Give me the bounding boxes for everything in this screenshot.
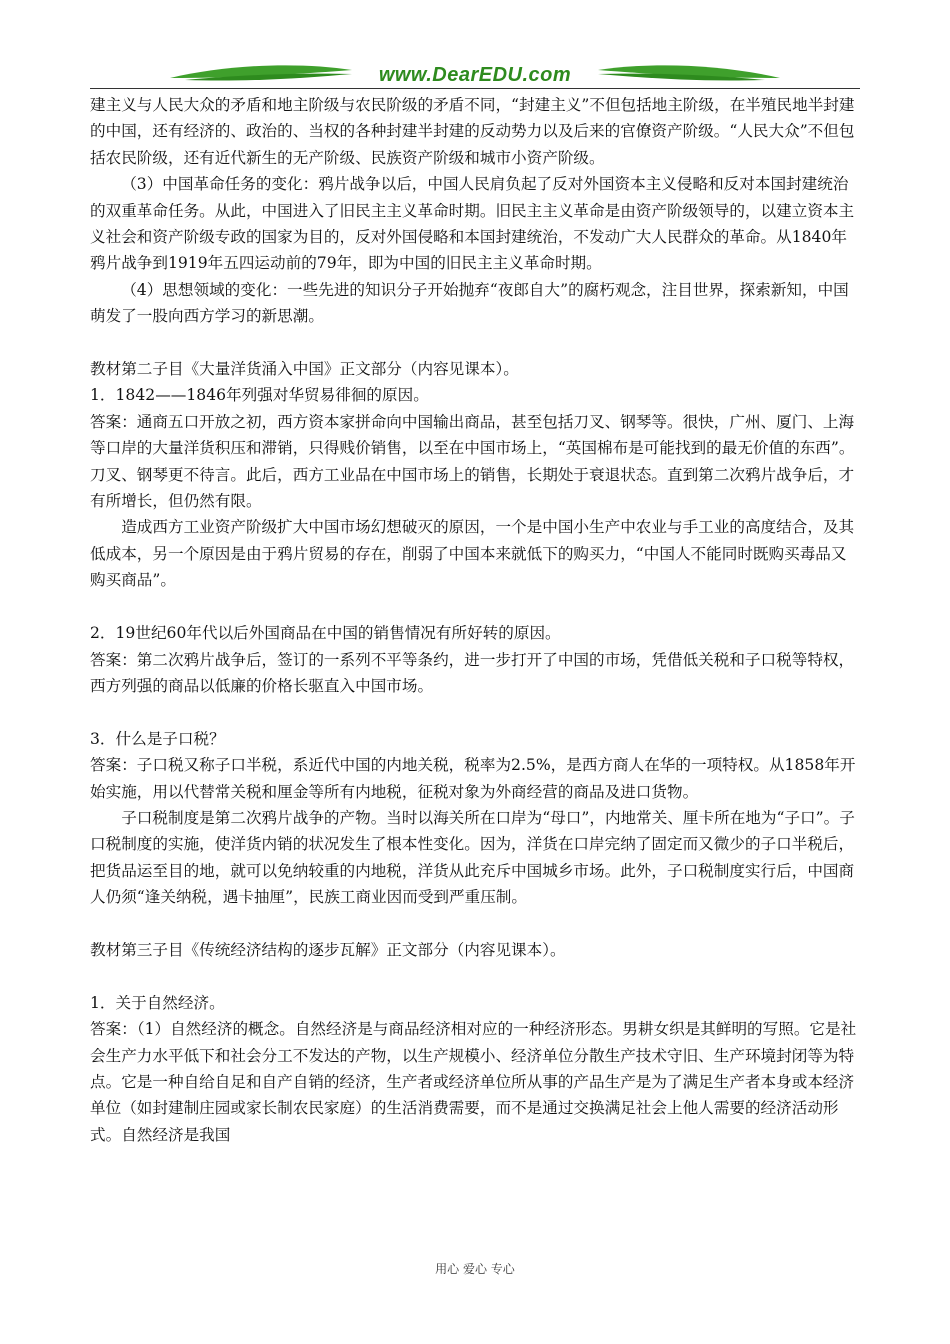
paragraph-3: （4）思想领域的变化：一些先进的知识分子开始抛弃“夜郎自大”的腐朽观念，注目世界，探索新知，中国萌发了一股向西方学习的新思潮。 bbox=[90, 280, 849, 326]
blank-line bbox=[90, 330, 862, 356]
blank-line bbox=[90, 594, 862, 620]
blank-line bbox=[90, 699, 862, 725]
section-heading-2: 教材第二子目《大量洋货涌入中国》正文部分（内容见课本）。 bbox=[90, 360, 519, 379]
site-logo-text[interactable]: www.DearEDU.com bbox=[378, 64, 572, 86]
question-4: 1．关于自然经济。 bbox=[90, 993, 225, 1012]
blank-line bbox=[90, 911, 862, 937]
header-divider bbox=[90, 88, 860, 89]
document-body bbox=[90, 92, 862, 1148]
question-1: 1．1842——1846年列强对华贸易徘徊的原因。 bbox=[90, 386, 429, 405]
answer-2: 答案：第二次鸦片战争后，签订的一系列不平等条约，进一步打开了中国的市场，凭借低关税和子口税等特权，西方列强的商品以低廉的价格长驱直入中国市场。 bbox=[90, 650, 855, 695]
answer-1: 答案：通商五口开放之初，西方资本家拼命向中国输出商品，甚至包括刀叉、钢琴等。很快，广州、厦门、上海等口岸的大量洋货积压和滞销，只得贱价销售，以至在中国市场上，“英国棉布是可能找到的最无价值的东西”。刀叉、钢琴更不待言。此后，西方工业品在中国市场上的销售，长期处于衰退状态。直到第二次鸦片战争后，才有所增长，但仍然有限。 bbox=[90, 412, 855, 511]
page-footer: 用心 爱心 专心 bbox=[435, 1262, 515, 1276]
paragraph-2: （3）中国革命任务的变化：鸦片战争以后，中国人民肩负起了反对外国资本主义侵略和反对本国封建统治的双重革命任务。从此，中国进入了旧民主主义革命时期。旧民主主义革命是由资产阶级领导的，以建立资本主义社会和资产阶级专政的国家为目的，反对外国侵略和本国封建统治，不发动广大人民群众的革命。从1840年鸦片战争到1919年五四运动前的79年，即为中国的旧民主主义革命时期。 bbox=[90, 175, 855, 273]
site-header bbox=[90, 56, 860, 92]
question-2: 2．19世纪60年代以后外国商品在中国的销售情况有所好转的原因。 bbox=[90, 624, 561, 643]
answer-1-continued: 造成西方工业资产阶级扩大中国市场幻想破灭的原因，一个是中国小生产中农业与手工业的高度结合，及其低成本，另一个原因是由于鸦片贸易的存在，削弱了中国本来就低下的购买力，“中国人不能同时既购买毒品又购买商品”。 bbox=[90, 518, 855, 590]
answer-3-continued: 子口税制度是第二次鸦片战争的产物。当时以海关所在口岸为“母口”，内地常关、厘卡所在地为“子口”。子口税制度的实施，使洋货内销的状况发生了根本性变化。因为，洋货在口岸完纳了固定而又微少的子口半税后，把货品运至目的地，就可以免纳较重的内地税，洋货从此充斥中国城乡市场。此外，子口税制度实行后，中国商人仍须“逢关纳税，遇卡抽厘”，民族工商业因而受到严重压制。 bbox=[90, 808, 855, 907]
answer-3: 答案：子口税又称子口半税，系近代中国的内地关税，税率为2.5%，是西方商人在华的一项特权。从1858年开始实施，用以代替常关税和厘金等所有内地税，征税对象为外商经营的商品及进口货物。 bbox=[90, 756, 856, 801]
paragraph-1: 建主义与人民大众的矛盾和地主阶级与农民阶级的矛盾不同，“封建主义”不但包括地主阶级，在半殖民地半封建的中国，还有经济的、政治的、当权的各种封建半封建的反动势力以及后来的官僚资产阶级。“人民大众”不但包括农民阶级，还有近代新生的无产阶级、民族资产阶级和城市小资产阶级。 bbox=[90, 96, 855, 167]
blank-line bbox=[90, 963, 862, 989]
answer-4: 答案：（1）自然经济的概念。自然经济是与商品经济相对应的一种经济形态。男耕女织是其鲜明的写照。它是社会生产力水平低下和社会分工不发达的产物，以生产规模小、经济单位分散生产技术守旧、生产环境封闭等为特点。它是一种自给自足和自产自销的经济，生产者或经济单位所从事的产品生产是为了满足生产者本身或本经济单位（如封建制庄园或家长制农民家庭）的生活消费需要，而不是通过交换满足社会上他人需要的经济活动形式。自然经济是我国 bbox=[90, 1020, 857, 1144]
question-3: 3．什么是子口税？ bbox=[90, 729, 225, 748]
section-heading-3: 教材第三子目《传统经济结构的逐步瓦解》正文部分（内容见课本）。 bbox=[90, 940, 566, 959]
